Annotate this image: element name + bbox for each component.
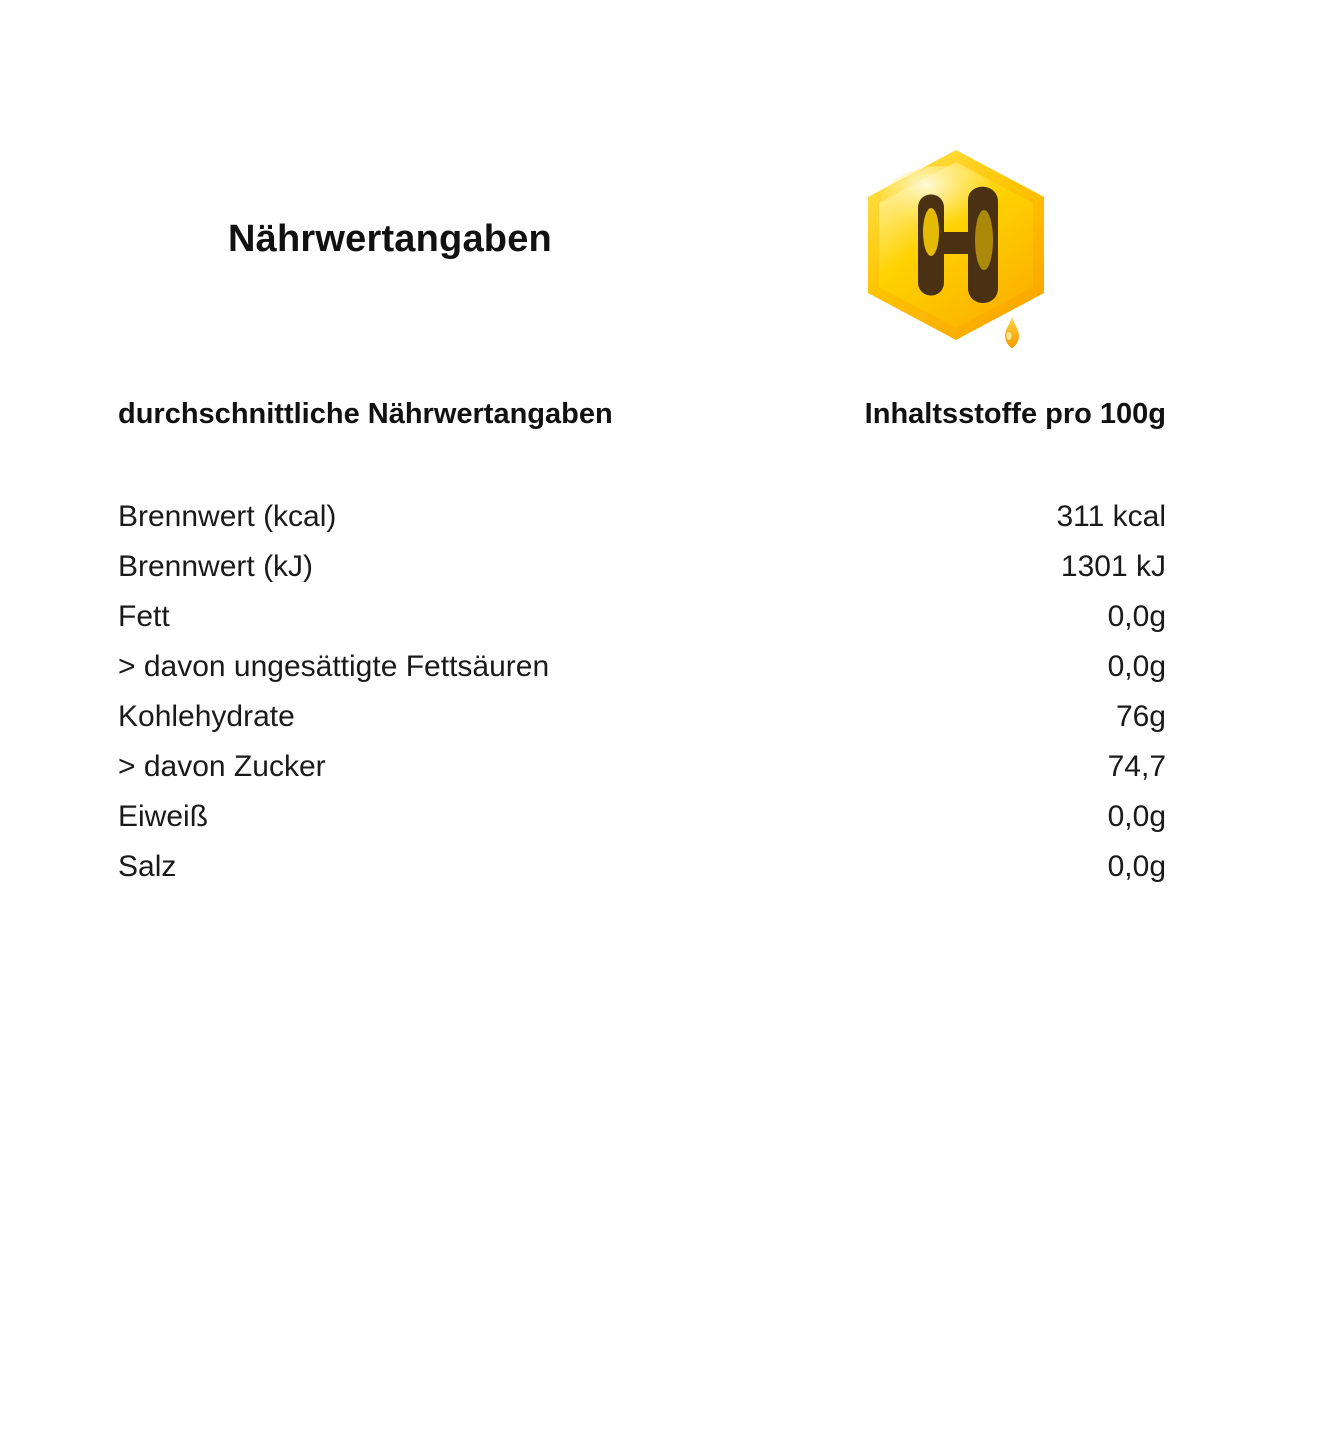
- table-row: [118, 650, 1166, 700]
- table-row: [118, 500, 1166, 550]
- nutrient-value: 311 kcal: [1056, 500, 1166, 533]
- nutrient-label: Brennwert (kcal): [118, 500, 337, 533]
- nutrient-label: > davon Zucker: [118, 750, 326, 783]
- table-row: [118, 600, 1166, 650]
- nutrient-label: Eiweiß: [118, 800, 209, 833]
- table-row: [118, 550, 1166, 600]
- nutrient-value: 0,0g: [1107, 600, 1166, 633]
- table-row: [118, 800, 1166, 850]
- table-row: [118, 700, 1166, 750]
- nutrient-label: > davon ungesättigte Fettsäuren: [118, 650, 550, 683]
- nutrient-label: Fett: [118, 600, 170, 633]
- nutrient-label: Brennwert (kJ): [118, 550, 314, 583]
- nutrient-value: 1301 kJ: [1060, 550, 1166, 583]
- nutrient-value: 76g: [1115, 700, 1166, 733]
- honey-hexagon-logo-icon: [856, 140, 1056, 370]
- nutrient-label: Salz: [118, 850, 177, 883]
- table-row: [118, 850, 1166, 900]
- nutrient-value: 0,0g: [1107, 800, 1166, 833]
- table-row: [118, 750, 1166, 800]
- nutrient-label: Kohlehydrate: [118, 700, 295, 733]
- brand-logo: [856, 140, 1056, 370]
- nutrient-value: 0,0g: [1107, 850, 1166, 883]
- table-spacer: [118, 456, 1166, 500]
- nutrition-table: [118, 398, 1166, 900]
- table-header-label: durchschnittliche Nährwertangaben: [118, 398, 613, 430]
- page-title: Nährwertangaben: [228, 218, 552, 260]
- table-header-value: Inhaltsstoffe pro 100g: [864, 398, 1166, 430]
- table-header-row: [118, 398, 1166, 456]
- nutrient-value: 74,7: [1107, 750, 1166, 783]
- nutrient-value: 0,0g: [1107, 650, 1166, 683]
